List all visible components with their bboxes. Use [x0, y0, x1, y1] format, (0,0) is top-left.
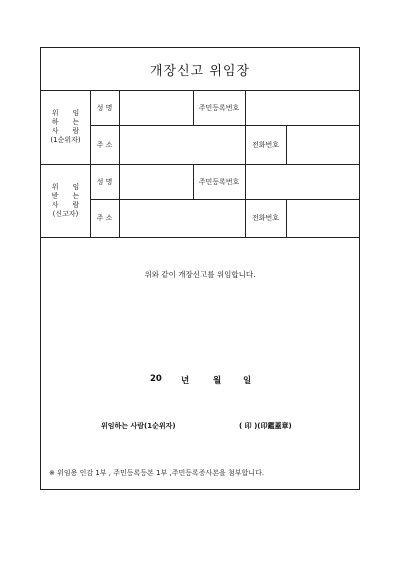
delegator-name-field[interactable]: [119, 90, 193, 125]
delegate-phone-label: 전화번호: [251, 214, 280, 222]
delegation-statement: 위와 같이 개장신고를 위임합니다.: [144, 270, 256, 279]
delegator-address-field[interactable]: [119, 125, 245, 164]
delegate-name-label: 성 명: [96, 177, 113, 186]
delegator-id-field[interactable]: [245, 90, 359, 125]
delegate-address-label: 주 소: [96, 214, 113, 222]
delegate-label: 위 임 받 는 사 람 (신고자): [51, 182, 80, 218]
delegator-address-label: 주 소: [96, 140, 113, 149]
delegate-id-field[interactable]: [245, 164, 359, 199]
delegation-form: [40, 47, 360, 490]
delegate-address-field[interactable]: [119, 199, 245, 237]
date-day-unit: 일: [243, 376, 252, 386]
delegator-id-label: 주민등록번호: [198, 103, 240, 112]
form-title: 개장신고 위임장: [41, 48, 359, 91]
delegator-phone-field[interactable]: [286, 125, 359, 164]
delegate-role: (신고자): [52, 209, 79, 218]
delegate-id-label: 주민등록번호: [198, 177, 240, 186]
date-month-unit: 월: [213, 376, 222, 386]
attachment-note: ※ 위임용 인감 1부 , 주민등록등본 1부 ,주민등록증사본을 첨부합니다.: [49, 469, 265, 477]
info-table: [41, 90, 359, 238]
delegator-name-label: 성 명: [96, 103, 113, 112]
delegator-label: 위 임 하 는 사 람 (1순위자): [50, 109, 81, 144]
delegator-role: (1순위자): [50, 136, 81, 144]
delegator-phone-label: 전화번호: [251, 140, 280, 149]
date-year-unit: 년: [181, 376, 190, 386]
date-year-prefix: 20: [150, 374, 162, 384]
signer-label: 위임하는 사람(1순위자): [101, 422, 176, 430]
delegate-phone-field[interactable]: [286, 199, 359, 237]
seal-label: ( 印 )(印鑑蓋章): [239, 422, 292, 430]
delegate-name-field[interactable]: [119, 164, 193, 199]
